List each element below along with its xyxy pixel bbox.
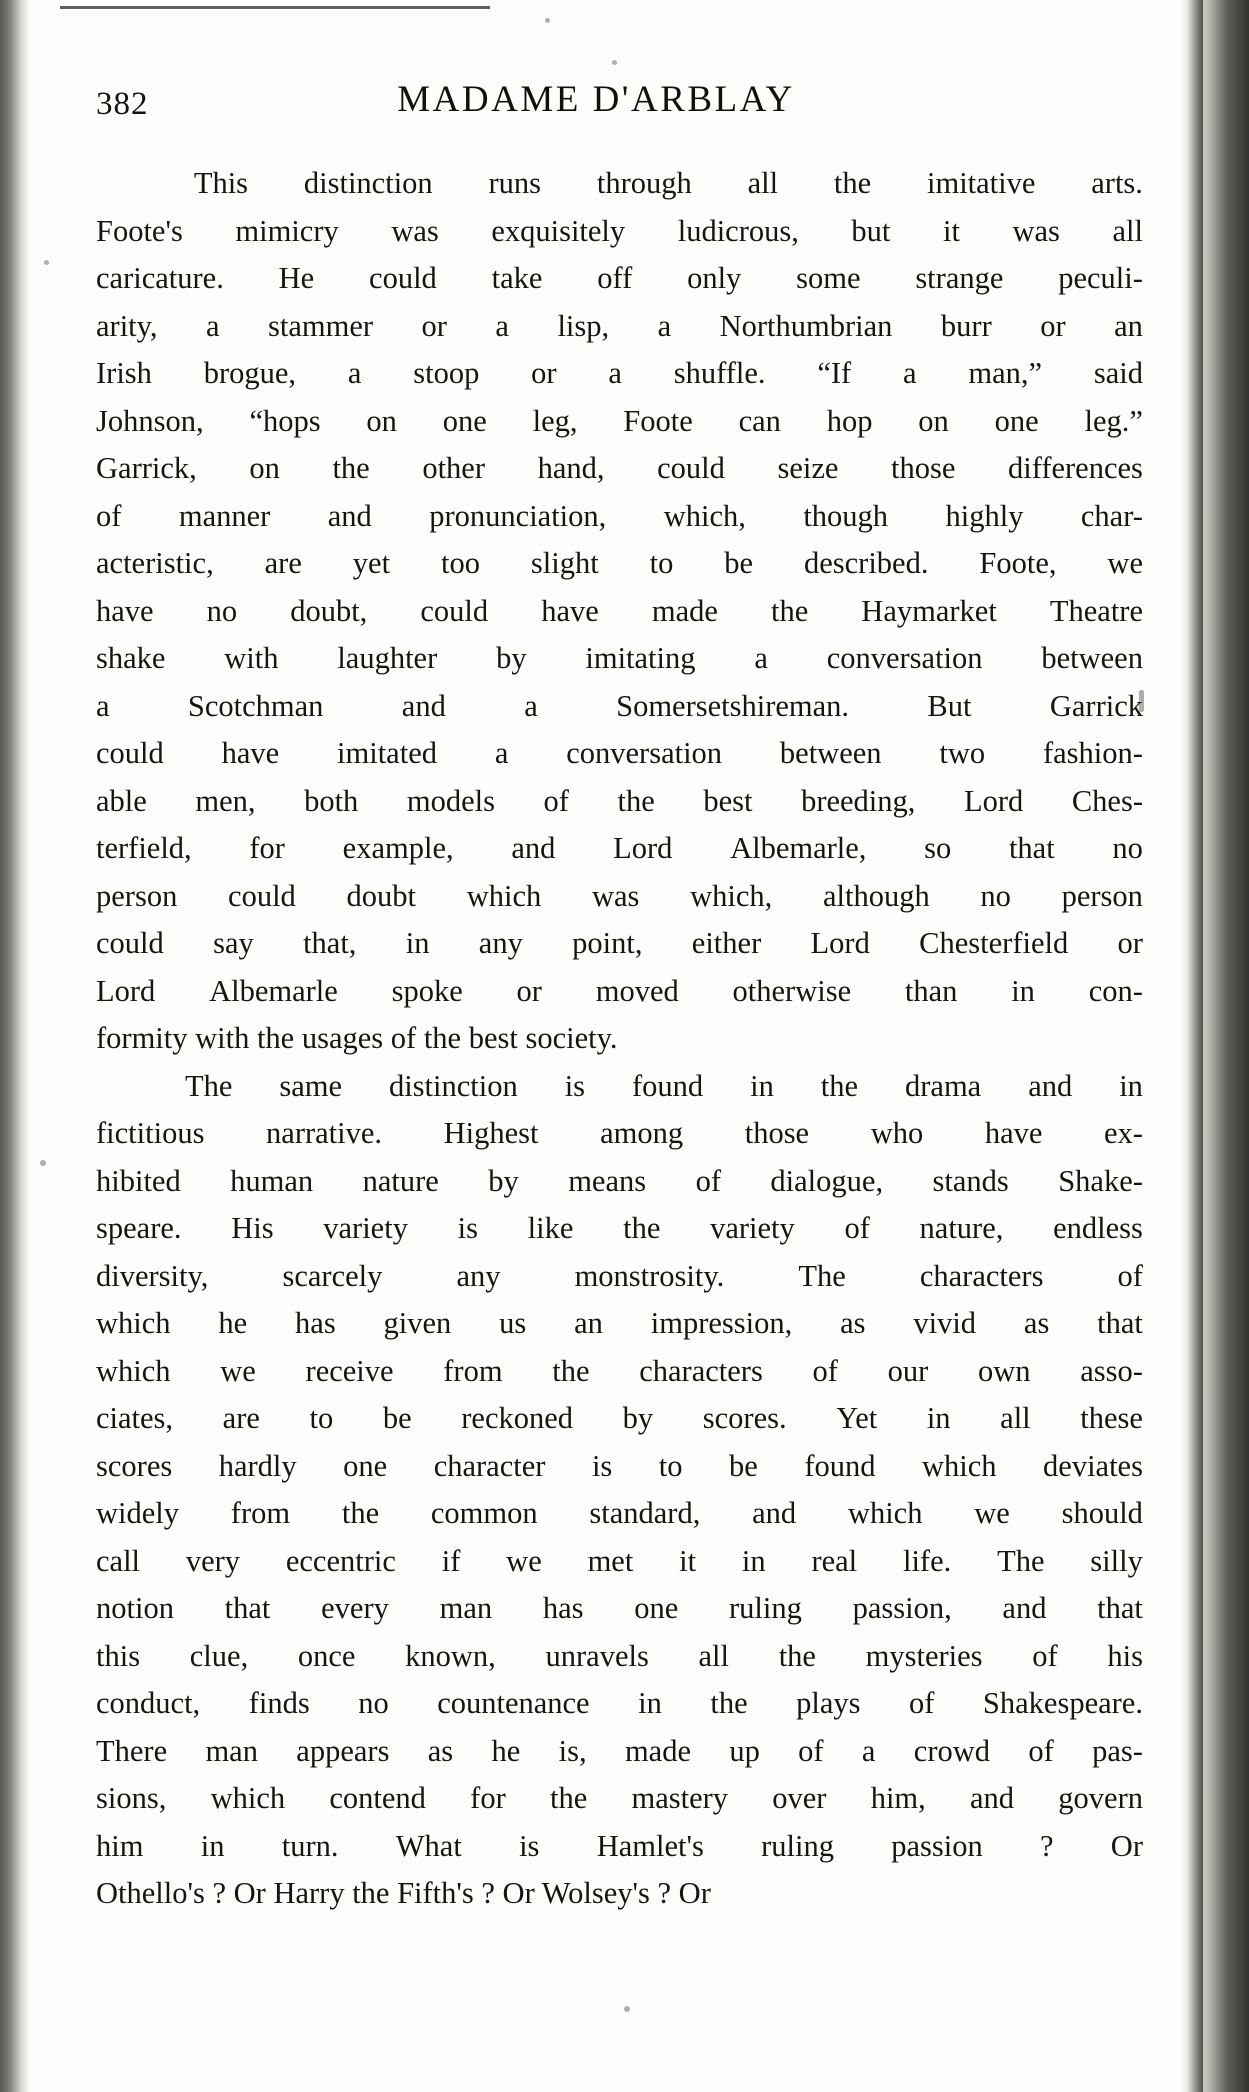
text-line: There man appears as he is, made up of a crowd of pas- [96,1733,1143,1768]
text-line: notion that every man has one ruling passion, and that [96,1591,1143,1625]
page-header [96,78,1136,128]
text-line: formity with the usages of the best society. [96,1021,618,1055]
text-line: Othello's ? Or Harry the Fifth's ? Or Wolsey's ? Or [96,1876,711,1910]
text-line: speare. His variety is like the variety of nature, endless [96,1211,1143,1245]
running-title: MADAME D'ARBLAY [397,79,795,120]
paragraph-1 [96,160,1143,1063]
text-line: could say that, in any point, either Lord Chesterfield or [96,926,1143,960]
paragraph-indent [96,160,138,208]
body-text [96,160,1143,1918]
text-line: sions, which contend for the mastery over him, and govern [96,1781,1143,1815]
text-line: arity, a stammer or a lisp, a Northumbrian burr or an [96,308,1143,343]
text-line: Garrick, on the other hand, could seize those differences [96,451,1143,485]
text-line: acteristic, are yet too slight to be described. Foote, we [96,546,1143,580]
text-line: him in turn. What is Hamlet's ruling passion ? Or [96,1828,1143,1863]
text-line: of manner and pronunciation, which, though highly char- [96,498,1143,533]
text-line: widely from the common standard, and which we should [96,1496,1143,1530]
text-line: ciates, are to be reckoned by scores. Yet in all these [96,1401,1143,1435]
text-line: shake with laughter by imitating a conversation between [96,641,1143,675]
text-line: terfield, for example, and Lord Albemarle, so that no [96,831,1143,865]
page-number: 382 [96,86,149,122]
text-line: hibited human nature by means of dialogue, stands Shake- [96,1163,1143,1198]
text-line: call very eccentric if we met it in real life. The silly [96,1543,1143,1578]
text-line: diversity, scarcely any monstrosity. The characters of [96,1258,1143,1293]
text-line: a Scotchman and a Somersetshireman. But Garrick [96,688,1143,723]
text-line: which we receive from the characters of our own asso- [96,1353,1143,1388]
text-line: able men, both models of the best breeding, Lord Ches- [96,783,1143,818]
text-line: scores hardly one character is to be found which deviates [96,1448,1143,1483]
paragraph-indent [96,1063,138,1111]
text-line: Foote's mimicry was exquisitely ludicrous, but it was all [96,213,1143,248]
paragraph-2 [96,1063,1143,1918]
text-line: The same distinction is found in the drama and in [96,1063,1143,1111]
text-line: conduct, finds no countenance in the plays of Shakespeare. [96,1686,1143,1720]
text-line: which he has given us an impression, as vivid as that [96,1306,1143,1340]
text-line: could have imitated a conversation between two fashion- [96,736,1143,770]
text-line: Johnson, “hops on one leg, Foote can hop on one leg.” [96,403,1143,438]
text-line: person could doubt which was which, although no person [96,878,1143,913]
text-line: caricature. He could take off only some strange peculi- [96,261,1143,295]
text-line: this clue, once known, unravels all the mysteries of his [96,1638,1143,1673]
text-line: have no doubt, could have made the Haymarket Theatre [96,593,1143,628]
text-line: This distinction runs through all the imitative arts. [96,160,1143,208]
text-line: Irish brogue, a stoop or a shuffle. “If a man,” said [96,356,1143,390]
text-line: Lord Albemarle spoke or moved otherwise than in con- [96,973,1143,1008]
text-line: fictitious narrative. Highest among those who have ex- [96,1116,1143,1150]
